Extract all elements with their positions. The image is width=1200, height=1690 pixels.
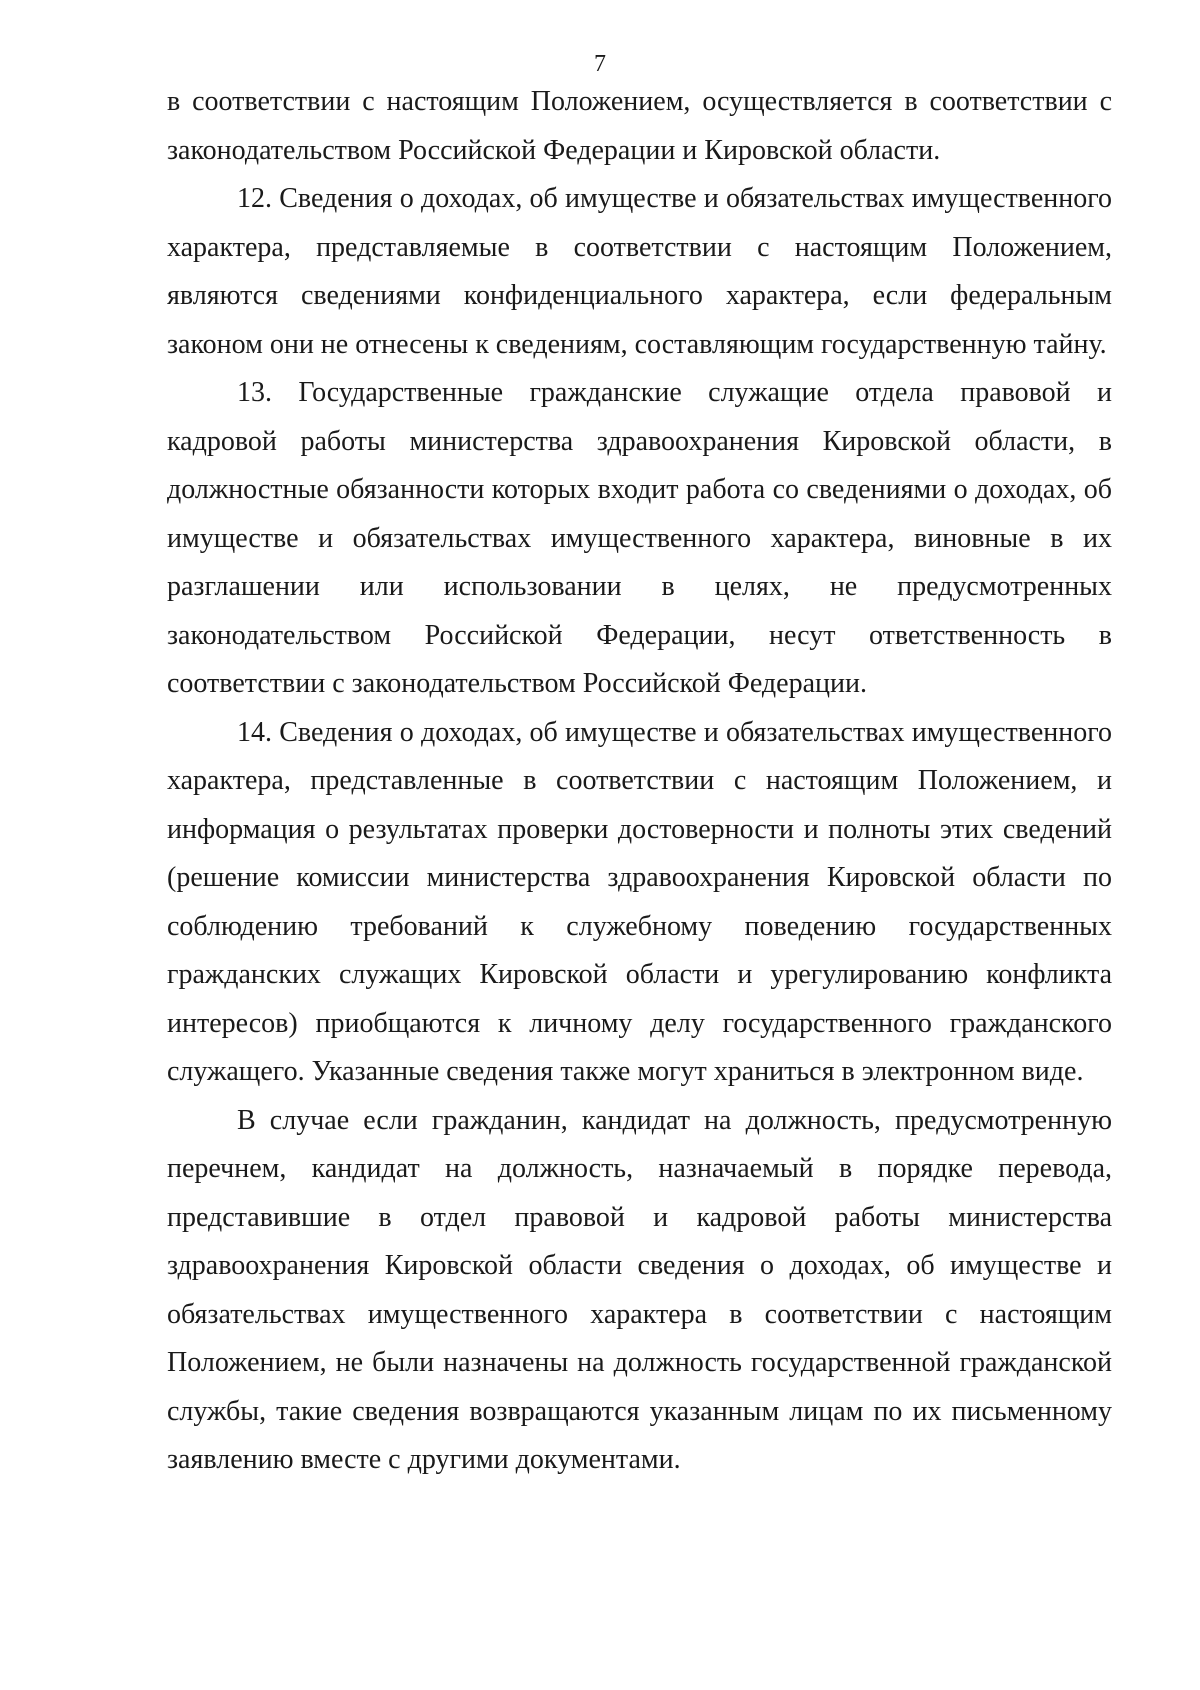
paragraph-clause-14-second: В случае если гражданин, кандидат на должность, предусмотренную перечнем, кандидат на должность, назначаемый в порядке перевода, представившие в отдел правовой и кадровой работы министерства здравоохранения Кировской области сведения о доходах, об имуществе и обязательствах имущественного характера в соответствии с настоящим Положением, не были назначены на должность государственной гражданской службы, такие сведения возвращаются указанным лицам по их письменному заявлению вместе с другими документами. [167,1104,1112,1475]
paragraph-clause-12: 12. Сведения о доходах, об имуществе и обязательствах имущественного характера, представляемые в соответствии с настоящим Положением, являются сведениями конфиденциального характера, если федеральным законом они не отнесены к сведениям, составляющим государственную тайну. [167,183,1112,360]
paragraph-clause-13: 13. Государственные гражданские служащие отдела правовой и кадровой работы министерства здравоохранения Кировской области, в должностные обязанности которых входит работа со сведениями о доходах, об имуществе и обязательствах имущественного характера, виновные в их разглашении или использовании в целях, не предусмотренных законодательством Российской Федерации, несут ответственность в соответствии с законодательством Российской Федерации. [167,377,1112,699]
paragraph-clause-14: 14. Сведения о доходах, об имуществе и обязательствах имущественного характера, представленные в соответствии с настоящим Положением, и информация о результатах проверки достоверности и полноты этих сведений (решение комиссии министерства здравоохранения Кировской области по соблюдению требований к служебному поведению государственных гражданских служащих Кировской области и урегулированию конфликта интересов) приобщаются к личному делу государственного гражданского служащего. Указанные сведения также могут храниться в электронном виде. [167,716,1112,1087]
paragraph-continuation: в соответствии с настоящим Положением, осуществляется в соответствии с законодательством Российской Федерации и Кировской области. [167,86,1112,166]
document-body [167,78,1112,1485]
page-number: 7 [594,51,606,77]
